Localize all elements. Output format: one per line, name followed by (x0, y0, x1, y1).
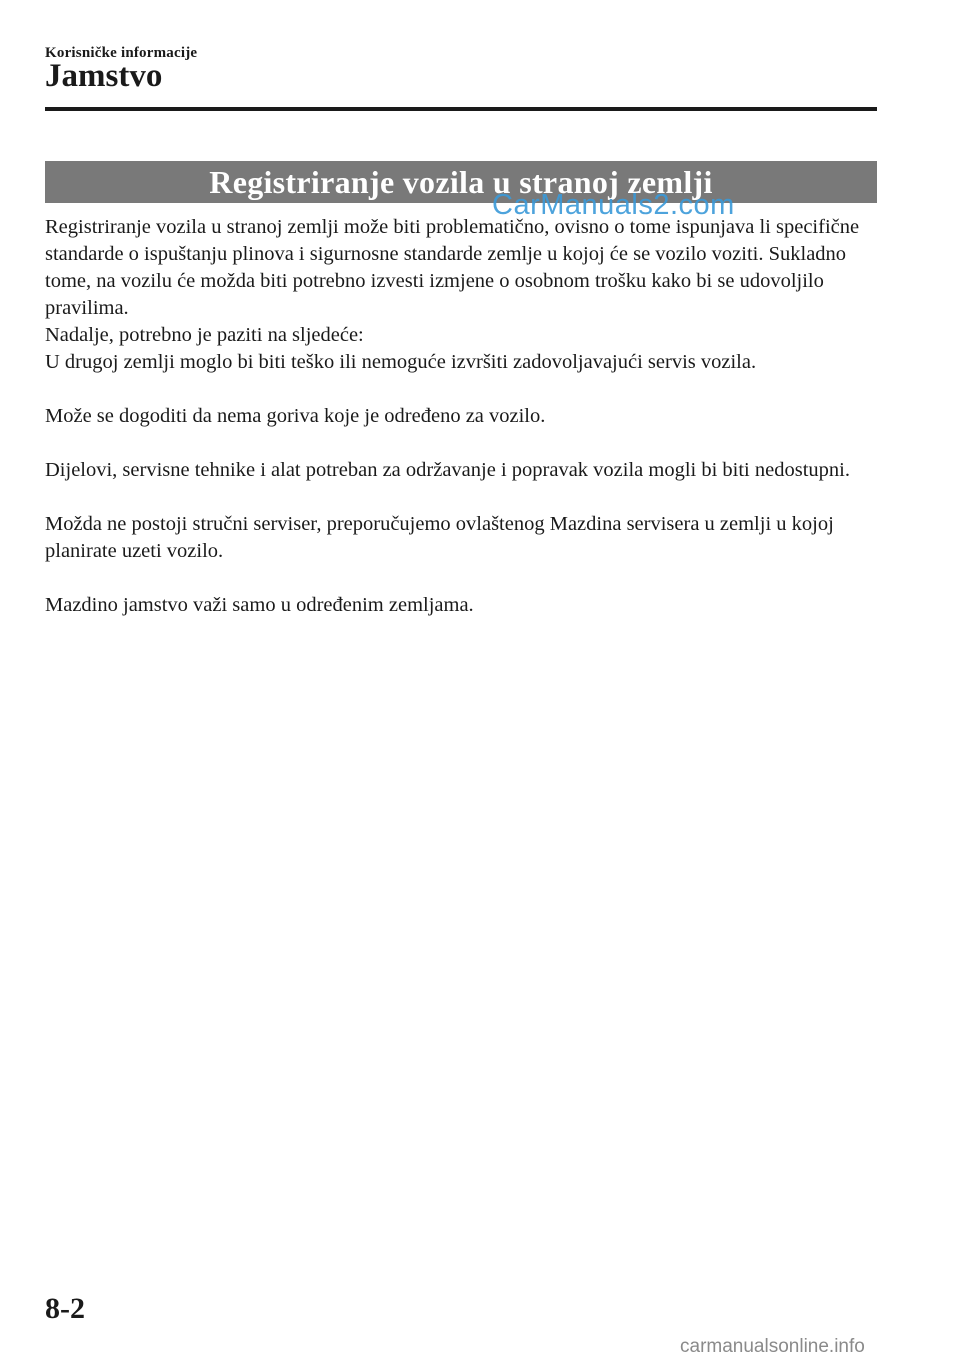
paragraph-service: U drugoj zemlji moglo bi biti teško ili nemoguće izvršiti zadovoljavajući servis vozila. (45, 351, 757, 373)
topic-title: Registriranje vozila u stranoj zemlji (209, 163, 713, 200)
spacer (45, 565, 885, 592)
watermark-carmanualsonline[interactable]: carmanualsonline.info (680, 1336, 865, 1357)
paragraph-fuel: Može se dogoditi da nema goriva koje je određeno za vozilo. (45, 405, 546, 427)
section-label: Korisničke informacije (45, 45, 198, 61)
spacer (45, 484, 885, 511)
spacer (45, 430, 885, 457)
topic-title-bar (45, 161, 877, 203)
body-text (45, 214, 885, 619)
paragraph-intro: Registriranje vozila u stranoj zemlji može biti problematično, ovisno o tome ispunjava li specifične standarde o ispuštanju plinova i sigurnosne standarde zemlje u kojoj će se vozilo voziti. Sukladno tome, na vozilu će možda biti potrebno izvesti izmjene o osobnom trošku kako bi se udovoljilo pravilima. (45, 216, 860, 319)
spacer (45, 376, 885, 403)
paragraph-note: Nadalje, potrebno je paziti na sljedeće: (45, 324, 364, 346)
paragraph-dealer: Možda ne postoji stručni serviser, preporučujemo ovlaštenog Mazdina servisera u zemlji u kojoj planirate uzeti vozilo. (45, 513, 834, 562)
header-divider (45, 107, 877, 111)
paragraph-parts: Dijelovi, servisne tehnike i alat potreban za održavanje i popravak vozila mogli bi biti nedostupni. (45, 459, 850, 481)
paragraph-warranty: Mazdino jamstvo važi samo u određenim zemljama. (45, 594, 474, 616)
watermark-carmanuals2[interactable]: CarManuals2.com (492, 189, 735, 221)
chapter-title: Jamstvo (45, 58, 163, 94)
page-number: 8-2 (45, 1292, 85, 1325)
